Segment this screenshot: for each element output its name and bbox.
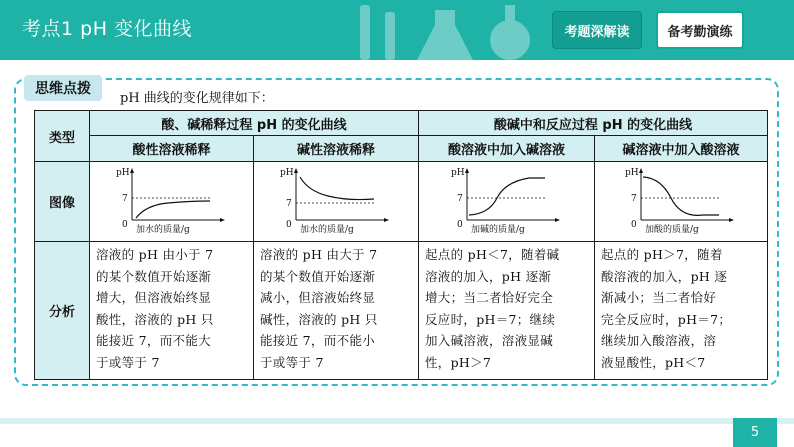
graph-row-label: 图像 <box>35 162 90 242</box>
footer-bar <box>0 418 794 424</box>
lab-flask-decoration <box>340 0 570 60</box>
x-axis-label: 加碱的质量/g <box>470 224 525 235</box>
y-axis-label: pH <box>450 167 465 178</box>
seven-mark: 7 <box>286 198 292 209</box>
exam-analysis-button[interactable]: 考题深解读 <box>552 11 642 49</box>
analysis-line: 液显酸性，pH＜7 <box>601 354 706 370</box>
section-tag: 思维点拨 <box>24 75 102 101</box>
intro-text: pH 曲线的变化规律如下： <box>120 91 274 106</box>
analysis-line: 增大，但溶液始终显 <box>96 290 212 305</box>
header-bar <box>0 0 794 60</box>
ph-curve-base-dilution <box>276 165 396 235</box>
ph-curve-acid-dilution <box>112 165 232 235</box>
page-title: 考点1 pH 变化曲线 <box>22 18 193 40</box>
graph-acid-plus-base <box>419 162 595 242</box>
ph-curve-acid-plus-base <box>447 165 567 235</box>
x-axis-label: 加水的质量/g <box>300 224 354 235</box>
analysis-line: 渐减小；当二者恰好 <box>601 290 717 305</box>
analysis-acid-dilution <box>90 242 254 380</box>
analysis-line: 溶液的加入，pH 逐渐 <box>425 268 552 284</box>
y-axis-label: pH <box>625 167 639 178</box>
analysis-line: 起点的 pH＜7，随着碱 <box>425 247 560 262</box>
analysis-line: 反应时，pH＝7；继续 <box>425 311 556 327</box>
analysis-line: 能接近 7，而不能小 <box>260 333 375 348</box>
dilution-group-header: 酸、碱稀释过程 pH 的变化曲线 <box>90 111 419 136</box>
seven-mark: 7 <box>456 193 463 204</box>
origin-label: 0 <box>121 219 128 230</box>
exam-practice-button[interactable]: 备考勤演练 <box>656 11 744 49</box>
analysis-row-label: 分析 <box>35 242 90 380</box>
seven-mark: 7 <box>121 193 128 204</box>
analysis-line: 继续加入酸溶液，溶 <box>601 333 717 348</box>
analysis-line: 酸溶液的加入，pH 逐 <box>601 268 728 284</box>
ph-curve-table <box>34 110 768 380</box>
graph-acid-dilution <box>90 162 254 242</box>
x-axis-label: 加酸的质量/g <box>645 224 699 235</box>
analysis-base-plus-acid <box>595 242 768 380</box>
y-axis-label: pH <box>280 167 294 178</box>
analysis-acid-plus-base <box>419 242 595 380</box>
analysis-line: 的某个数值开始逐渐 <box>96 268 212 284</box>
page-number: 5 <box>733 418 777 447</box>
subheader-base-dilution: 碱性溶液稀释 <box>254 136 419 162</box>
analysis-line: 性，pH＞7 <box>425 354 492 370</box>
analysis-line: 起点的 pH＞7，随着 <box>601 247 723 262</box>
subheader-acid-plus-base: 酸溶液中加入碱溶液 <box>419 136 595 162</box>
analysis-line: 减小，但溶液始终显 <box>260 290 376 305</box>
analysis-line: 的某个数值开始逐渐 <box>260 268 376 284</box>
origin-label: 0 <box>456 219 463 230</box>
analysis-line: 加入碱溶液，溶液显碱 <box>425 333 554 348</box>
subheader-base-plus-acid: 碱溶液中加入酸溶液 <box>595 136 768 162</box>
analysis-line: 增大；当二者恰好完全 <box>425 290 554 305</box>
analysis-line: 溶液的 pH 由大于 7 <box>260 247 378 262</box>
analysis-line: 酸性，溶液的 pH 只 <box>96 311 214 327</box>
analysis-base-dilution <box>254 242 419 380</box>
type-header: 类型 <box>35 111 90 162</box>
subheader-acid-dilution: 酸性溶液稀释 <box>90 136 254 162</box>
analysis-line: 完全反应时，pH＝7； <box>601 311 732 327</box>
analysis-line: 于或等于 7 <box>260 354 324 370</box>
ph-curve-base-plus-acid <box>621 165 741 235</box>
seven-mark: 7 <box>631 193 637 204</box>
analysis-line: 于或等于 7 <box>96 354 160 370</box>
analysis-line: 能接近 7，而不能大 <box>96 333 211 348</box>
analysis-line: 溶液的 pH 由小于 7 <box>96 247 214 262</box>
neutralization-group-header: 酸碱中和反应过程 pH 的变化曲线 <box>419 111 768 136</box>
graph-base-plus-acid <box>595 162 768 242</box>
x-axis-label: 加水的质量/g <box>135 224 190 235</box>
analysis-line: 碱性，溶液的 pH 只 <box>260 311 378 327</box>
origin-label: 0 <box>631 219 637 230</box>
origin-label: 0 <box>286 219 292 230</box>
y-axis-label: pH <box>115 167 130 178</box>
graph-base-dilution <box>254 162 419 242</box>
